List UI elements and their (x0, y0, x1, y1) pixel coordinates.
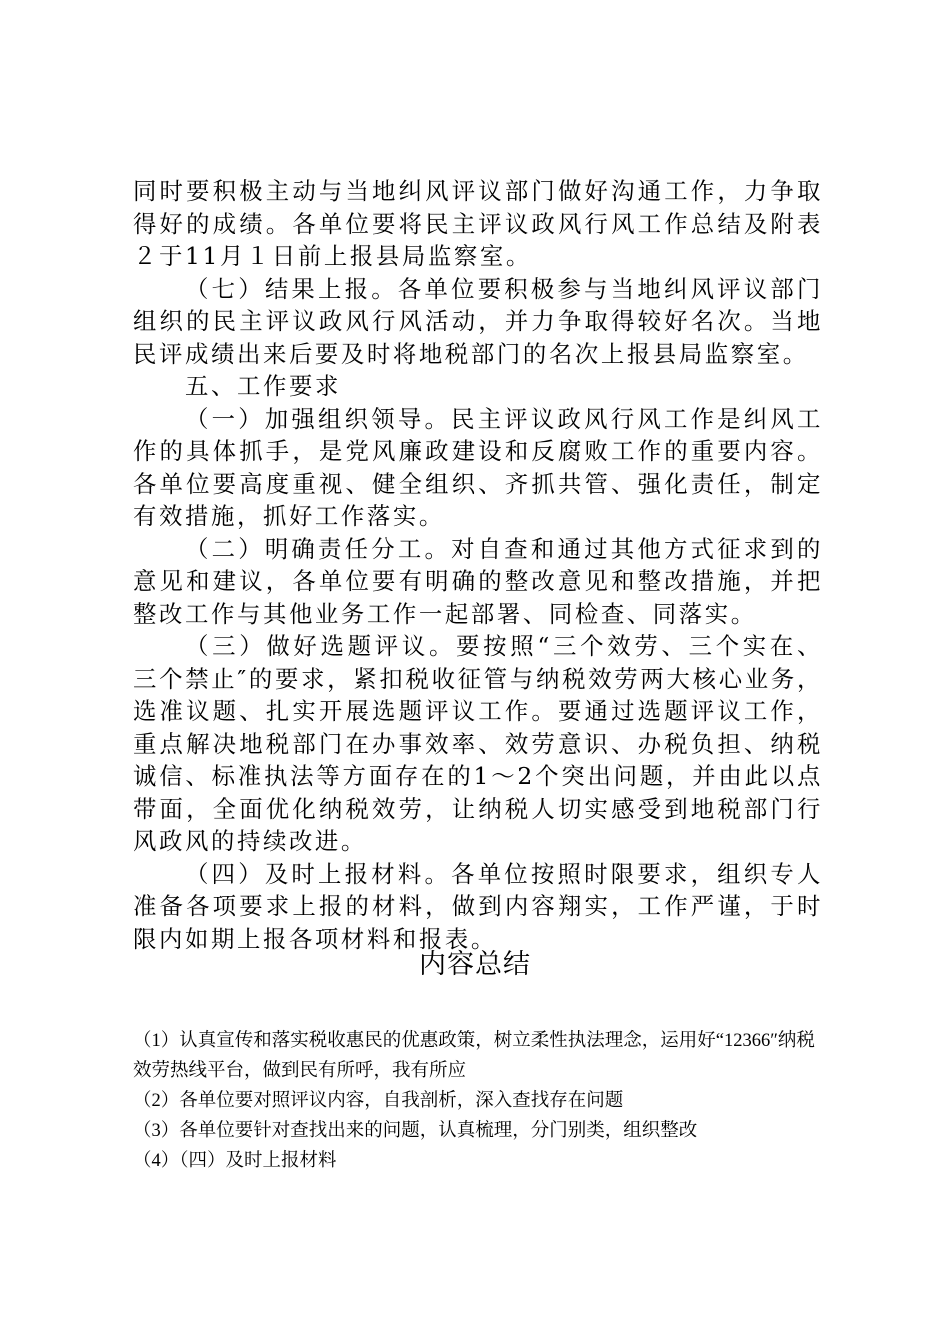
summary-title: 内容总结 (419, 949, 531, 979)
body-paragraph-2: （七）结果上报。各单位要积极参与当地纠风评议部门组织的民主评议政风行风活动，并力争取得较好名次。当地民评成绩出来后要及时将地税部门的名次上报县局监察室。 (133, 274, 823, 368)
summary-list (133, 1026, 823, 1176)
document-body (133, 175, 823, 955)
summary-item-1: （1）认真宣传和落实税收惠民的优惠政策，树立柔性执法理念，运用好“12366″纳税效劳热线平台，做到民有所呼，我有所应 (133, 1031, 815, 1081)
body-paragraph-4: （一）加强组织领导。民主评议政风行风工作是纠风工作的具体抓手，是党风廉政建设和反腐败工作的重要内容。各单位要高度重视、健全组织、齐抓共管、强化责任，制定有效措施，抓好工作落实。 (133, 404, 823, 530)
body-paragraph-6: （三）做好选题评议。要按照“三个效劳、三个实在、三个禁止″的要求，紧扣税收征管与纳税效劳两大核心业务，选准议题、扎实开展选题评议工作。要通过选题评议工作，重点解决地税部门在办事效率、效劳意识、办税负担、纳税诚信、标准执法等方面存在的1～2个突出问题，并由此以点带面，全面优化纳税效劳，让纳税人切实感受到地税部门行风政风的持续改进。 (133, 632, 823, 855)
section-heading-work-requirements: 五、工作要求 (185, 372, 341, 400)
body-paragraph-1: 同时要积极主动与当地纠风评议部门做好沟通工作，力争取得好的成绩。各单位要将民主评议政风行风工作总结及附表２于11月１日前上报县局监察室。 (133, 177, 823, 270)
body-paragraph-7: （四）及时上报材料。各单位按照时限要求，组织专人准备各项要求上报的材料，做到内容翔实，工作严谨，于时限内如期上报各项材料和报表。 (133, 859, 823, 953)
summary-item-2: （2）各单位要对照评议内容，自我剖析，深入查找存在问题 (133, 1091, 624, 1111)
summary-item-4: （4）（四）及时上报材料 (133, 1151, 337, 1171)
summary-item-3: （3）各单位要针对查找出来的问题，认真梳理，分门别类，组织整改 (133, 1121, 698, 1141)
body-paragraph-5: （二）明确责任分工。对自查和通过其他方式征求到的意见和建议，各单位要有明确的整改意见和整改措施，并把整改工作与其他业务工作一起部署、同检查、同落实。 (133, 534, 823, 628)
